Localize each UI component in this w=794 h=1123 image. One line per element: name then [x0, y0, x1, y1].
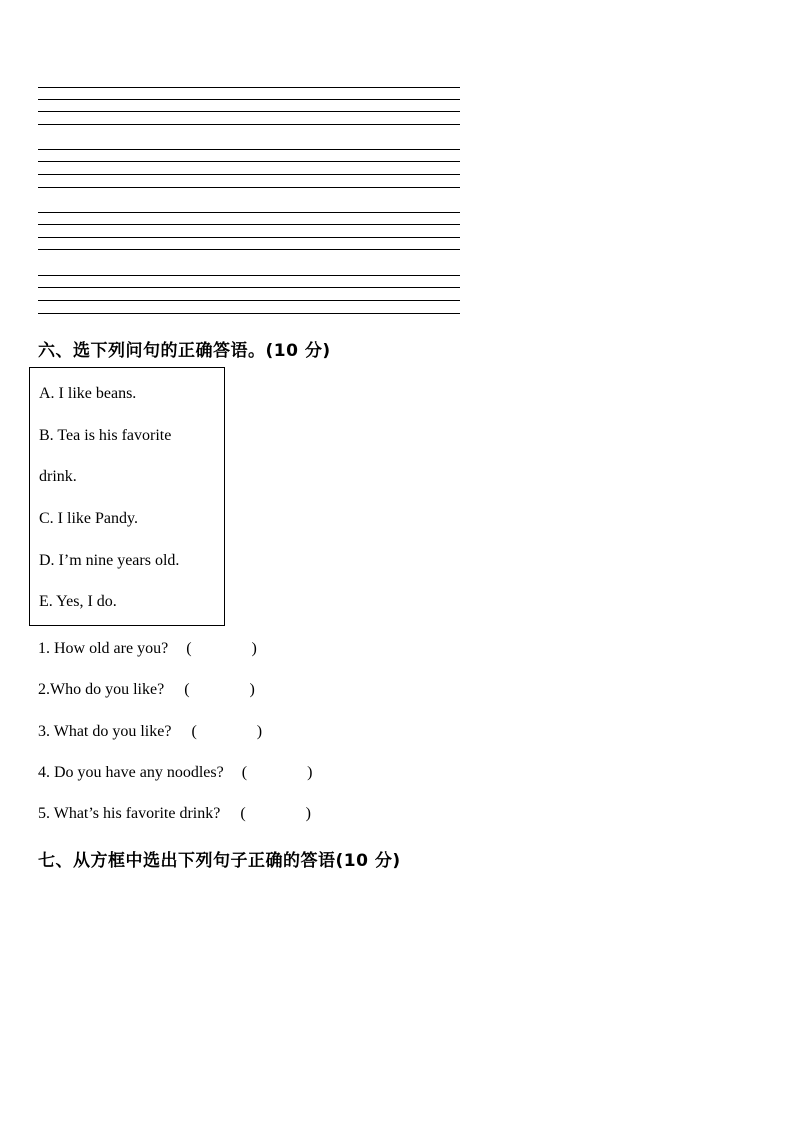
question-text: 1. How old are you? — [38, 640, 169, 657]
question-text: 5. What’s his favorite drink? — [38, 805, 221, 822]
writing-line — [38, 149, 460, 150]
writing-line — [38, 212, 460, 213]
answer-blank[interactable]: ( ) — [241, 764, 313, 781]
question-3 — [38, 723, 262, 741]
question-text: 4. Do you have any noodles? — [38, 764, 224, 781]
answer-blank[interactable]: ( ) — [184, 681, 255, 698]
question-1 — [38, 640, 257, 658]
option-b: B. Tea is his favorite — [39, 427, 172, 444]
section-7-title: 七、从方框中选出下列句子正确的答语(10 分) — [38, 851, 401, 871]
writing-line — [38, 249, 460, 250]
question-text: 2.Who do you like? — [38, 681, 165, 698]
option-b-continued: drink. — [39, 468, 77, 485]
writing-line — [38, 275, 460, 276]
writing-line — [38, 111, 460, 112]
writing-line — [38, 87, 460, 88]
writing-line — [38, 161, 460, 162]
section-6-title: 六、选下列问句的正确答语。(10 分) — [38, 341, 331, 361]
writing-line — [38, 313, 460, 314]
writing-line — [38, 187, 460, 188]
writing-line — [38, 300, 460, 301]
writing-line — [38, 287, 460, 288]
answer-options-box — [29, 367, 225, 626]
question-2 — [38, 681, 255, 699]
answer-blank[interactable]: ( ) — [240, 805, 311, 822]
writing-line — [38, 124, 460, 125]
question-5 — [38, 805, 311, 823]
writing-line — [38, 99, 460, 100]
writing-line — [38, 174, 460, 175]
writing-line — [38, 237, 460, 238]
option-d: D. I’m nine years old. — [39, 552, 180, 569]
answer-blank[interactable]: ( ) — [191, 723, 263, 740]
question-text: 3. What do you like? — [38, 723, 172, 740]
option-a: A. I like beans. — [39, 385, 137, 402]
option-e: E. Yes, I do. — [39, 593, 117, 610]
answer-blank[interactable]: ( ) — [186, 640, 257, 657]
question-4 — [38, 764, 312, 782]
writing-line — [38, 224, 460, 225]
option-c: C. I like Pandy. — [39, 510, 138, 527]
